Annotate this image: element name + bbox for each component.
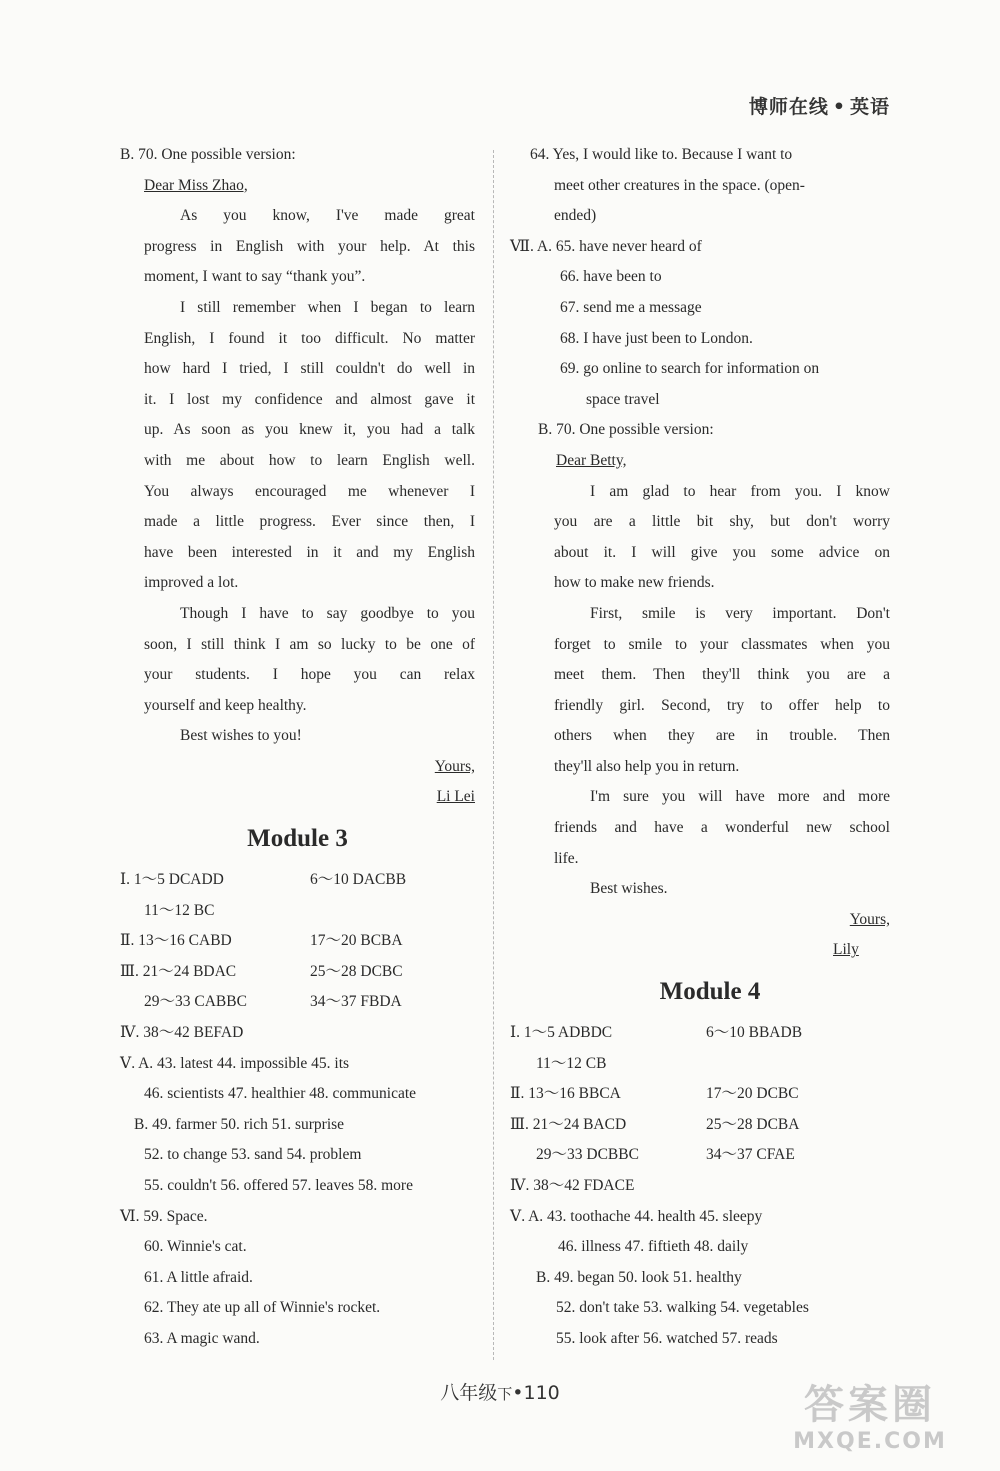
answer-text: Ⅰ. 1～5 ADBDC bbox=[510, 1024, 613, 1042]
term-label: 下 bbox=[497, 1385, 513, 1403]
letter-line: As you know, I've made great bbox=[180, 207, 475, 225]
letter-line: Best wishes to you! bbox=[180, 727, 302, 745]
watermark-url: MXQE.COM bbox=[793, 1429, 947, 1454]
site-watermark bbox=[760, 1381, 980, 1461]
letter-line: made a little progress. Ever since then, I bbox=[144, 513, 475, 531]
answer-text: 68. I have just been to London. bbox=[560, 329, 753, 347]
answer-text: Ⅶ. A. 65. have never heard of bbox=[510, 237, 702, 255]
letter-closing: Yours, bbox=[434, 757, 475, 775]
letter-line: Though I have to say goodbye to you bbox=[180, 604, 475, 622]
answer-text: 52. to change 53. sand 54. problem bbox=[144, 1146, 362, 1164]
answer-text: Ⅲ. 21～24 BDAC bbox=[120, 962, 237, 980]
answer-text: 61. A little afraid. bbox=[144, 1268, 253, 1286]
letter-line: English, I found it too difficult. No matter bbox=[144, 329, 475, 347]
letter-signature: Li Lei bbox=[436, 788, 475, 806]
answer-text: Ⅵ. 59. Space. bbox=[120, 1207, 208, 1225]
answer-text: Ⅳ. 38～42 FDACE bbox=[510, 1177, 635, 1194]
letter-line: First, smile is very important. Don't bbox=[590, 604, 890, 622]
answer-text: B. 49. began 50. look 51. healthy bbox=[536, 1268, 742, 1286]
answer-text: B. 49. farmer 50. rich 51. surprise bbox=[134, 1115, 345, 1133]
answer-text: 25～28 DCBC bbox=[310, 962, 403, 980]
answer-text: 11～12 BC bbox=[144, 901, 215, 919]
answer-text: 29～33 DCBBC bbox=[536, 1146, 639, 1164]
answer-text: 52. don't take 53. walking 54. vegetables bbox=[556, 1299, 809, 1317]
answer-text: Ⅴ. A. 43. toothache 44. health 45. sleepy bbox=[510, 1207, 763, 1225]
answer-text: 6～10 DACBB bbox=[310, 871, 407, 889]
answer-text: 17～20 DCBC bbox=[706, 1085, 799, 1103]
answer-text: Ⅳ. 38～42 BEFAD bbox=[120, 1024, 244, 1042]
answer-text: 64. Yes, I would like to. Because I want to bbox=[530, 146, 793, 163]
answer-text: 63. A magic wand. bbox=[144, 1329, 260, 1347]
answer-text: 46. scientists 47. healthier 48. communicate bbox=[144, 1085, 417, 1103]
letter-line: it. I lost my confidence and almost gave it bbox=[144, 390, 475, 408]
answer-text: 29～33 CABBC bbox=[144, 993, 247, 1011]
answer-row bbox=[510, 1079, 890, 1110]
answer-row bbox=[510, 1018, 890, 1049]
left-column bbox=[120, 140, 475, 1355]
answer-text: Ⅰ. 1～5 DCADD bbox=[120, 871, 224, 889]
answer-text: 17～20 BCBA bbox=[310, 932, 403, 950]
answer-text: 69. go online to search for information on bbox=[560, 360, 820, 378]
page-header bbox=[749, 92, 890, 119]
answer-text: 11～12 CB bbox=[536, 1054, 607, 1072]
letter-line: I am glad to hear from you. I know bbox=[590, 482, 890, 500]
letter-line: you are a little bit shy, but don't worry bbox=[554, 513, 890, 531]
letter-greeting: Dear Miss Zhao, bbox=[144, 176, 248, 194]
column-divider bbox=[493, 150, 494, 1360]
letter-line: they'll also help you in return. bbox=[554, 757, 740, 775]
answer-text: Ⅱ. 13～16 BBCA bbox=[510, 1085, 621, 1103]
letter-line: meet them. Then they'll think you are a bbox=[554, 666, 890, 684]
answer-row bbox=[120, 987, 475, 1018]
answer-row bbox=[120, 865, 475, 896]
footer-dot: • bbox=[512, 1382, 524, 1404]
b70-label: B. 70. One possible version: bbox=[538, 421, 714, 439]
right-column bbox=[510, 140, 890, 1355]
answer-text: 25～28 DCBA bbox=[706, 1115, 800, 1133]
letter-line: up. As soon as you knew it, you had a talk bbox=[144, 421, 475, 439]
answer-text: 67. send me a message bbox=[560, 298, 702, 316]
answer-row bbox=[510, 1110, 890, 1141]
answer-text: 55. couldn't 56. offered 57. leaves 58. more bbox=[144, 1177, 413, 1194]
letter-greeting: Dear Betty, bbox=[556, 451, 627, 469]
answer-text: space travel bbox=[586, 390, 660, 408]
letter-closing: Yours, bbox=[849, 910, 890, 928]
answer-text: 34～37 FBDA bbox=[310, 993, 402, 1011]
letter-line: I'm sure you will have more and more bbox=[590, 788, 890, 806]
letter-line: friends and have a wonderful new school bbox=[554, 819, 890, 837]
letter-line: soon, I still think I am so lucky to be one of bbox=[144, 635, 475, 653]
letter-signature: Lily bbox=[833, 941, 859, 959]
answer-text: 66. have been to bbox=[560, 268, 662, 286]
answer-text: Ⅲ. 21～24 BACD bbox=[510, 1115, 627, 1133]
grade-label: 八年级 bbox=[440, 1382, 498, 1404]
letter-line: about it. I will give you some advice on bbox=[554, 543, 890, 561]
letter-line: how hard I tried, I still couldn't do well in bbox=[144, 360, 475, 378]
letter-line: forget to smile to your classmates when you bbox=[554, 635, 890, 653]
letter-line: others when they are in trouble. Then bbox=[554, 727, 890, 745]
header-dot: • bbox=[832, 96, 846, 118]
brand-name: 博师在线 bbox=[748, 96, 829, 118]
letter-line: I still remember when I began to learn bbox=[180, 298, 475, 316]
letter-line: life. bbox=[554, 849, 579, 867]
module-title: Module 3 bbox=[247, 825, 348, 853]
letter-line: friendly girl. Second, try to offer help to bbox=[554, 696, 890, 714]
answer-row bbox=[120, 957, 475, 988]
letter-line: progress in English with your help. At this bbox=[144, 237, 475, 255]
letter-line: moment, I want to say “thank you”. bbox=[144, 268, 366, 286]
answer-text: 6～10 BBADB bbox=[706, 1024, 803, 1042]
answer-row bbox=[530, 1140, 890, 1171]
answer-text: ended) bbox=[554, 207, 597, 225]
b70-label: B. 70. One possible version: bbox=[120, 146, 296, 163]
answer-text: 60. Winnie's cat. bbox=[144, 1238, 247, 1256]
letter-line: Best wishes. bbox=[590, 880, 668, 898]
answer-text: 62. They ate up all of Winnie's rocket. bbox=[144, 1299, 381, 1317]
letter-line: with me about how to learn English well. bbox=[144, 451, 475, 469]
letter-line: You always encouraged me whenever I bbox=[144, 482, 475, 500]
answer-text: 46. illness 47. fiftieth 48. daily bbox=[558, 1238, 749, 1256]
answer-text: Ⅱ. 13～16 CABD bbox=[120, 932, 232, 950]
answer-text: 34～37 CFAE bbox=[706, 1146, 795, 1164]
letter-line: your students. I hope you can relax bbox=[144, 666, 475, 684]
answer-text: meet other creatures in the space. (open- bbox=[554, 176, 805, 194]
answer-row bbox=[120, 926, 475, 957]
page-number: 110 bbox=[523, 1382, 560, 1404]
letter-line: have been interested in it and my English bbox=[144, 543, 475, 561]
subject-name: 英语 bbox=[849, 96, 890, 118]
answer-text: Ⅴ. A. 43. latest 44. impossible 45. its bbox=[120, 1054, 350, 1072]
answer-text: 55. look after 56. watched 57. reads bbox=[556, 1329, 778, 1347]
letter-line: yourself and keep healthy. bbox=[144, 696, 307, 714]
watermark-title: 答案圈 bbox=[804, 1382, 936, 1428]
letter-line: improved a lot. bbox=[144, 574, 239, 592]
letter-line: how to make new friends. bbox=[554, 574, 715, 592]
module-title: Module 4 bbox=[659, 978, 761, 1006]
